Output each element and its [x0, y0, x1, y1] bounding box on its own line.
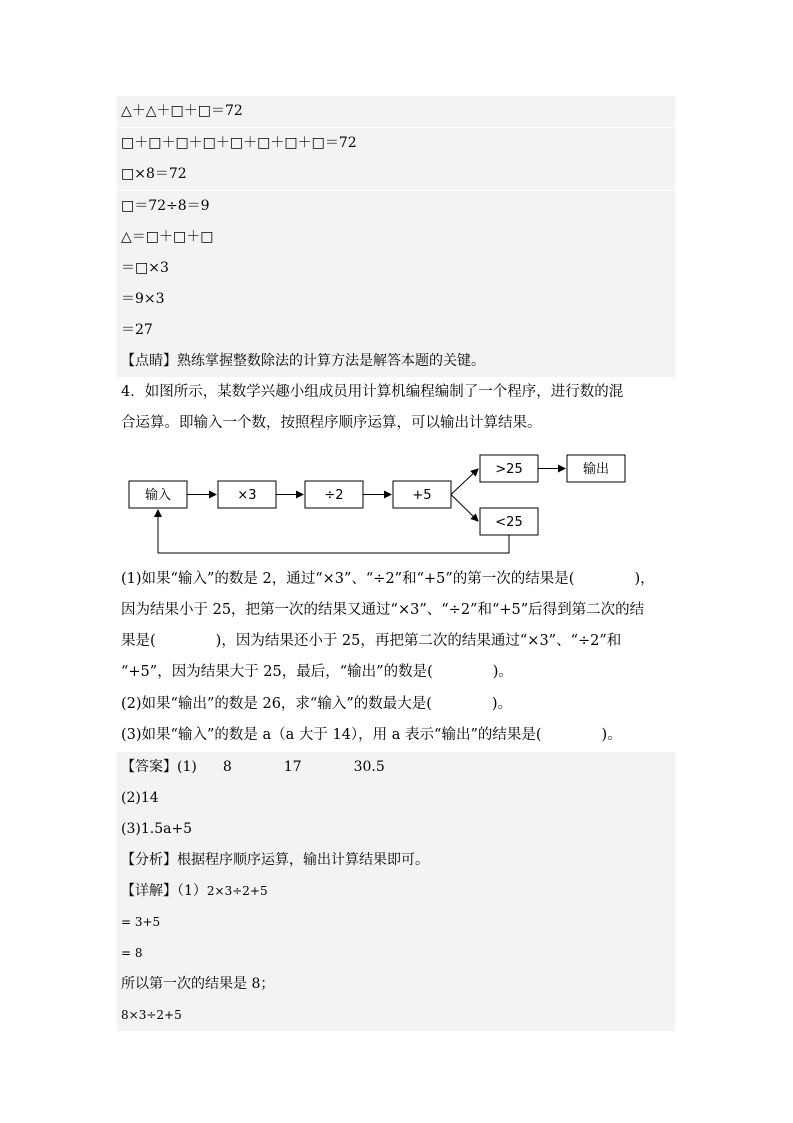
detail-line-1 [117, 876, 675, 907]
part-2-text: (2)如果“输出”的数是 26，求“输入”的数最大是( [121, 696, 432, 712]
question-part-3 [117, 720, 675, 751]
part-1-end-2: )。 [492, 664, 513, 680]
detail-line-3: = 8 [117, 938, 675, 969]
flow-label-less: <25 [495, 515, 523, 530]
question-intro-line-2: 合运算。即输入一个数，按照程序顺序运算，可以输出计算结果。 [121, 415, 542, 431]
flow-label-output: 输出 [582, 462, 610, 477]
analysis-line: 【分析】根据程序顺序运算，输出计算结果即可。 [117, 845, 675, 876]
loop-back-arrow [158, 510, 509, 553]
part-1-text-4: “+5”，因为结果大于 25，最后，“输出”的数是( [121, 664, 433, 680]
answer-label: 【答案】(1) [121, 759, 197, 775]
flow-label-input: 输入 [144, 488, 172, 503]
detail-line-2: = 3+5 [117, 907, 675, 938]
answer-line-3: (3)1.5a+5 [117, 814, 675, 845]
answer-value-3: 30.5 [353, 759, 385, 775]
program-flowchart [117, 447, 637, 559]
part-1-text-2: 果是( [121, 633, 156, 649]
part-3-text: (3)如果“输入”的数是 a（a 大于 14），用 a 表示“输出”的结果是( [121, 727, 542, 743]
answer-value-2: 17 [283, 759, 302, 775]
question-part-1-line-2: 因为结果小于 25，把第一次的结果又通过“×3”、“÷2”和“+5”后得到第二次的结 [121, 602, 645, 618]
part-1-end: )， [634, 571, 655, 587]
detail-conclusion: 所以第一次的结果是 8； [117, 969, 675, 1000]
question-intro-line-1: 4．如图所示，某数学兴趣小组成员用计算机编程编制了一个程序，进行数的混 [121, 384, 624, 400]
part-2-end: )。 [491, 696, 513, 712]
solution-line-2: □＋□＋□＋□＋□＋□＋□＋□＝72 [117, 128, 675, 159]
solution-line-7: ＝9×3 [117, 284, 675, 315]
question-part-1-line-3 [117, 626, 675, 657]
detail-expression-1: 2×3÷2+5 [206, 884, 268, 898]
flow-label-divide: ÷2 [324, 488, 344, 503]
key-point-note: 【点睛】熟练掌握整数除法的计算方法是解答本题的关键。 [117, 346, 675, 377]
solution-line-1: △＋△＋□＋□＝72 [117, 96, 675, 127]
solution-line-3: □×8＝72 [117, 159, 675, 190]
flow-label-add: +5 [412, 488, 432, 503]
answer-value-1: 8 [222, 759, 232, 775]
part-3-end: )。 [601, 727, 622, 743]
solution-line-4: □＝72÷8＝9 [117, 191, 675, 222]
answer-line-2: (2)14 [117, 783, 675, 814]
detail-label: 【详解】（1） [121, 883, 207, 899]
detail-line-4: 8×3÷2+5 [117, 1000, 675, 1031]
question-part-2 [117, 689, 675, 720]
solution-line-5: △＝□＋□＋□ [117, 222, 675, 253]
solution-line-8: ＝27 [117, 315, 675, 346]
question-part-1-line-4 [117, 657, 675, 688]
solution-line-6: ＝□×3 [117, 253, 675, 284]
answer-line-1 [117, 752, 675, 783]
flow-label-multiply: ×3 [237, 488, 257, 503]
arrow-to-greater [451, 469, 478, 495]
flow-label-greater: >25 [495, 462, 523, 477]
arrow-to-less [451, 495, 478, 522]
part-1-text: (1)如果“输入”的数是 2，通过“×3”、“÷2”和“+5”的第一次的结果是( [121, 571, 575, 587]
part-1-text-3: )，因为结果还小于 25，再把第二次的结果通过“×3”、“÷2”和 [215, 633, 622, 649]
question-part-1-line-1 [117, 564, 675, 595]
